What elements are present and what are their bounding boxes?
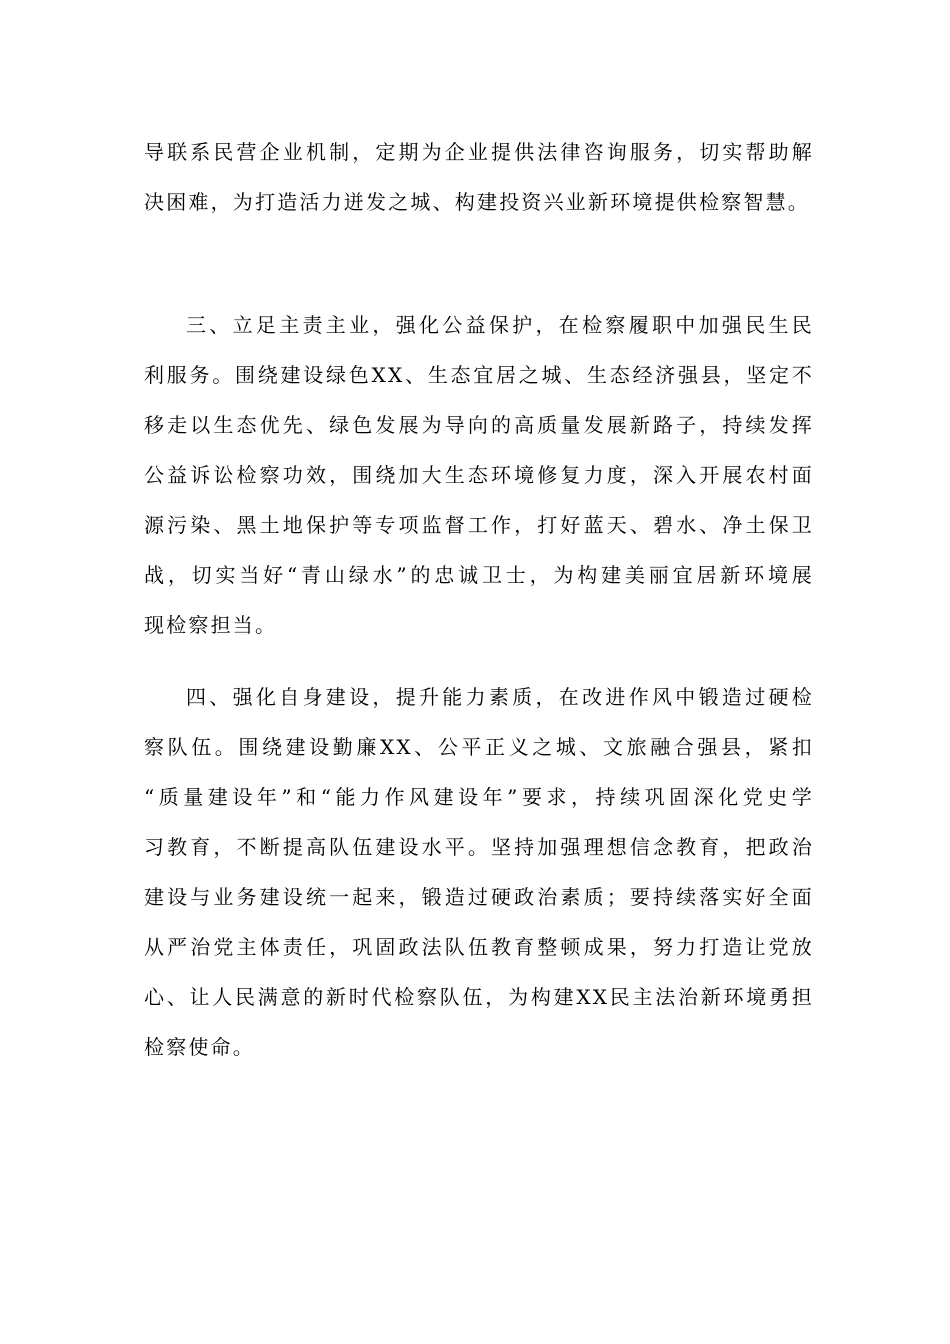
text-line: 现检察担当。 — [144, 613, 278, 637]
text-line: 从严治党主体责任，巩固政法队伍教育整顿成果，努力打造让党放 — [144, 935, 814, 959]
paragraph-section-three — [144, 300, 814, 650]
text-line: 源污染、黑土地保护等专项监督工作，打好蓝天、碧水、净土保卫 — [144, 513, 814, 537]
section-heading-line: 三、立足主责主业，强化公益保护，在检察履职中加强民生民 — [186, 313, 814, 337]
section-heading-line: 四、强化自身建设，提升能力素质，在改进作风中锻造过硬检 — [186, 685, 814, 709]
text-line: 习教育，不断提高队伍建设水平。坚持加强理想信念教育，把政治 — [144, 835, 814, 859]
text-line: 建设与业务建设统一起来，锻造过硬政治素质；要持续落实好全面 — [144, 885, 814, 909]
paragraph-section-four — [144, 672, 814, 1072]
text-line: 公益诉讼检察功效，围绕加大生态环境修复力度，深入开展农村面 — [144, 463, 814, 487]
text-line: 决困难，为打造活力迸发之城、构建投资兴业新环境提供检察智慧。 — [144, 190, 810, 214]
text-line: 战，切实当好“青山绿水”的忠诚卫士，为构建美丽宜居新环境展 — [144, 563, 814, 587]
paragraph-continuation — [144, 127, 814, 227]
text-line: 利服务。围绕建设绿色XX、生态宜居之城、生态经济强县，坚定不 — [144, 363, 814, 387]
text-line: 心、让人民满意的新时代检察队伍，为构建XX民主法治新环境勇担 — [144, 985, 814, 1009]
text-line: 移走以生态优先、绿色发展为导向的高质量发展新路子，持续发挥 — [144, 413, 814, 437]
text-line: 导联系民营企业机制，定期为企业提供法律咨询服务，切实帮助解 — [144, 140, 814, 164]
text-line: “质量建设年”和“能力作风建设年”要求，持续巩固深化党史学 — [144, 785, 814, 809]
text-line: 检察使命。 — [144, 1035, 255, 1059]
text-line: 察队伍。围绕建设勤廉XX、公平正义之城、文旅融合强县，紧扣 — [144, 735, 814, 759]
